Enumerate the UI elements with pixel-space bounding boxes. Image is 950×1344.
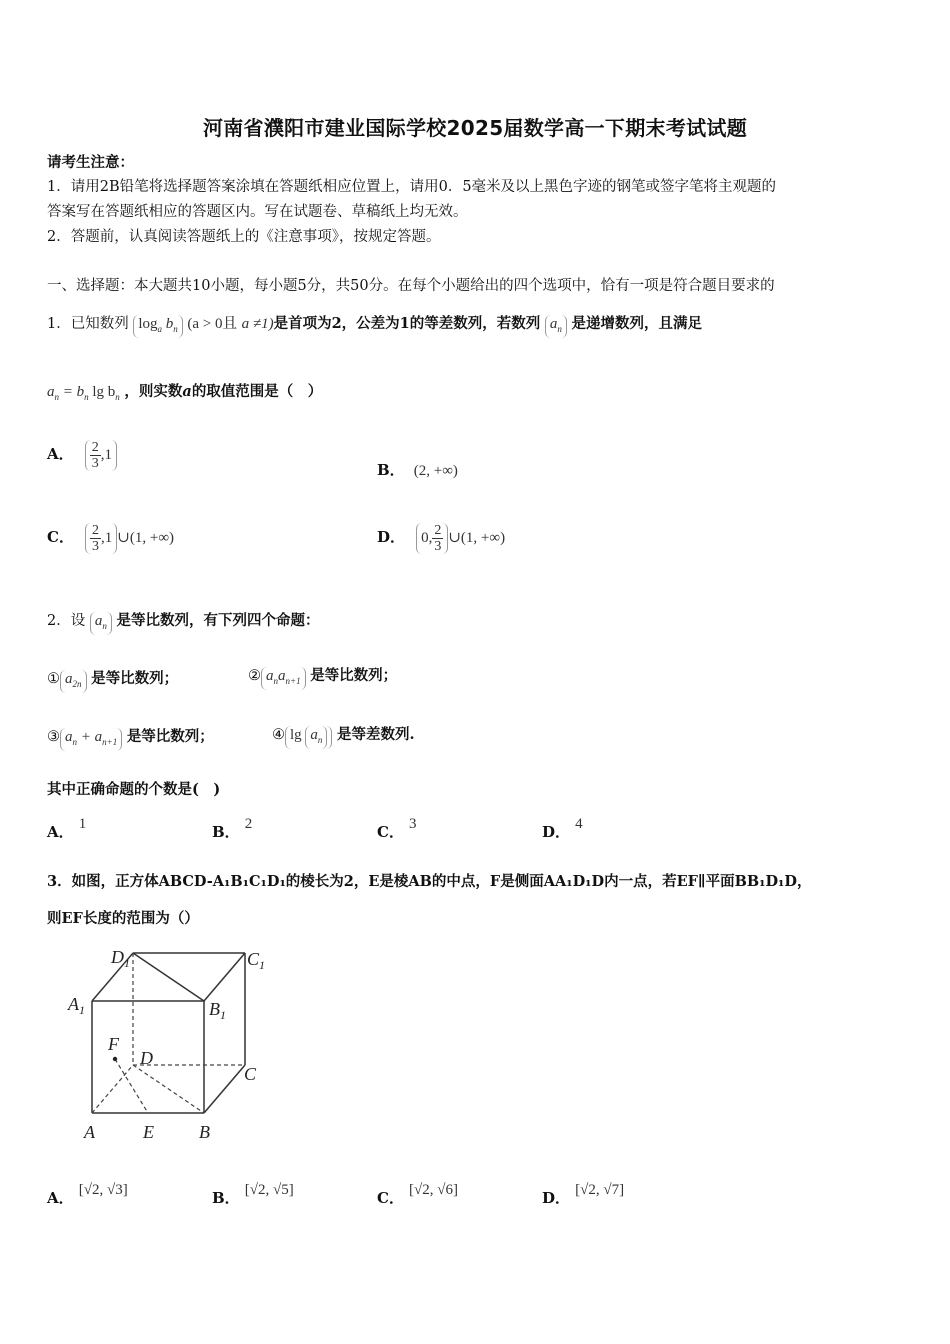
q1-stem-line2 [47,383,322,406]
q2-stem [47,612,319,635]
edge-d1b1 [133,953,204,1001]
q1-qie: 且 [222,316,237,332]
edge-bc [204,1065,245,1113]
section-heading: 一、选择题：本大题共10小题，每小题5分，共50分。在每个小题给出的四个选项中，恰有一项是符合题目要求的 [47,278,775,294]
q3-option-c[interactable]: C． [√2, √6] [377,1182,459,1207]
q2-prop-3: ③ $a_n + a_{n+1}$ 是等比数列； [47,728,214,751]
notice-heading: 请考生注意： [47,154,134,171]
q1-stem-line1 [47,315,702,338]
q1-relation: $a_n = b_n$ $\lg b_n$ [47,384,120,402]
label-d1: $D_1$ [111,947,130,970]
q1-option-d[interactable]: D． 0, $\frac{2}{3}$ ∪(1, +∞) [377,523,506,554]
page-title: 河南省濮阳市建业国际学校2025届数学高一下期末考试试题 [202,116,748,140]
point-f [113,1057,117,1061]
q3-option-d[interactable]: D． [√2, √7] [542,1182,625,1207]
q2-prop-2: ② $a_na_{n+1}$ 是等比数列； [248,667,397,690]
q3-option-a[interactable]: A． [√2, √3] [47,1182,128,1207]
hidden-db [133,1065,204,1113]
hidden-ad [92,1065,133,1113]
q1-text-3: ，则实数 [124,383,183,400]
q1-condition-2: a ≠1) [241,316,274,332]
q1-option-c[interactable]: C． $\frac{2}{3}$ ,1 ∪(1, +∞) [47,523,175,554]
label-a1: $A_1$ [68,994,85,1017]
q2-question: 其中正确命题的个数是( ) [47,781,221,798]
cube-figure [60,940,290,1150]
q1-text-1: 是首项为2，公差为1的等差数列，若数列 [273,315,541,332]
q1-option-a[interactable]: A． $\frac{2}{3}$ ,1 [47,440,117,471]
q1-condition: (a > 0 [187,316,223,332]
q1-number: 1．已知数列 [47,316,129,332]
q2-option-c[interactable]: C． 3 [377,816,417,841]
notice-line-1: 1．请用2B铅笔将选择题答案涂填在答题纸相应位置上，请用0．5毫米及以上黑色字迹的钢笔或签字笔将主观题的 [47,179,777,195]
notice-line-2: 答案写在答题纸相应的答题区内。写在试题卷、草稿纸上均无效。 [47,204,468,220]
label-b: B [199,1122,210,1142]
seq-a: $a_n$ [545,315,567,338]
q1-option-b[interactable]: B． (2, +∞) [377,461,458,479]
label-c1: $C_1$ [247,949,266,972]
q1-var: a [182,383,192,400]
notice-line-3: 2．答题前，认真阅读答题纸上的《注意事项》，按规定答题。 [47,229,441,245]
label-a: A [84,1122,95,1142]
q2-option-a[interactable]: A． 1 [47,816,87,841]
seq-a: $a_n$ [90,612,112,635]
q3-option-b[interactable]: B． [√2, √5] [212,1182,294,1207]
label-c: C [244,1064,257,1084]
q3-stem-line1: 3．如图，正方体ABCD-A₁B₁C₁D₁的棱长为2，E是棱AB的中点，F是侧面AA₁D₁D内一点，若EF∥平面BB₁D₁D， [47,873,812,890]
q1-text-4: 的取值范围是（ ） [191,383,323,400]
q2-prop-1: ① $a_{2n}$ 是等比数列； [47,670,178,693]
q2-prop-4: ④ $\lg a_n$ 是等差数列. [272,726,415,749]
q2-option-b[interactable]: B． 2 [212,816,253,841]
q2-number: 2．设 [47,613,86,629]
q2-option-d[interactable]: D． 4 [542,816,583,841]
label-b1: $B_1$ [209,999,226,1022]
label-e: E [143,1122,154,1142]
q3-stem-line2: 则EF长度的范围为（） [47,910,199,927]
label-d: D [140,1048,153,1068]
edge-c1b1 [204,953,245,1001]
q2-text-1: 是等比数列，有下列四个命题： [116,612,320,629]
seq-log-b: $\log_a b_n$ [133,315,182,338]
q1-text-2: 是递增数列，且满足 [571,315,702,332]
label-f: F [108,1034,119,1054]
